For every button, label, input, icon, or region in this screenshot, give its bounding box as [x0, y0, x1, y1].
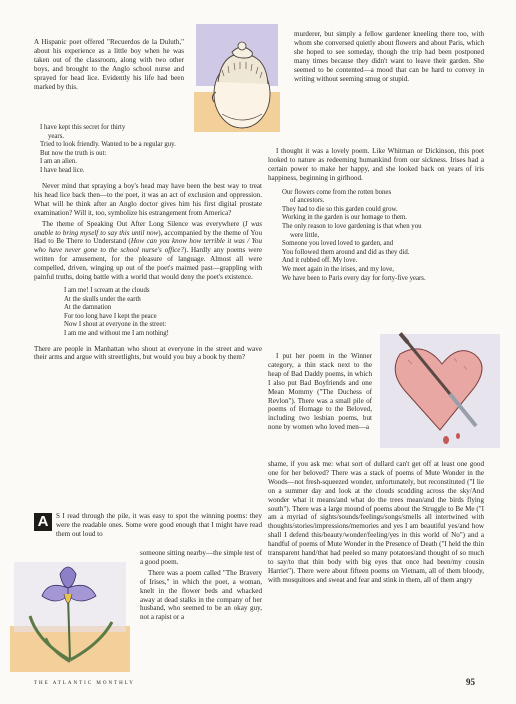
drop-cap: A [34, 513, 52, 531]
poem-line: The only reason to love gardening is that when you [282, 223, 422, 230]
poem-i-am-me [64, 287, 262, 339]
paragraph-1: A Hispanic poet offered "Recuerdos de la Duluth," about his experience as a little boy when he was taken out of the classroom, along with two other boys, and brought to the Anglo school nurse and sprayed for head lice. Evidently his life had been marked by this. [34, 38, 184, 91]
paragraph-col2-1a: murderer, but simply a fellow gardener kneeling there too, with whom she conversed quietly about flowers and about Paris, which she hoped to see someday, though the trip had been postponed many times because they didn't want to leave their garden. She seemed to be contented—a mood that can be hard to convey in writing without seeming smug or stupid. [294, 30, 484, 83]
magazine-title-footer: THE ATLANTIC MONTHLY [34, 681, 135, 686]
poem-line: I am me and without me I am nothing! [64, 329, 169, 337]
poem-line: And it rubbed off. My love. [282, 257, 358, 265]
poem-line: Someone you loved loved to garden, and [282, 240, 394, 248]
poem-line: Tried to look friendly. Wanted to be a regular guy. [40, 141, 176, 149]
column-2-body [268, 147, 484, 289]
poem-line: We meet again in the irises, and my love, [282, 265, 394, 273]
poem-line: You followed them around and did as they did. [282, 248, 410, 256]
paragraph-5a: S I read through the pile, it was easy to spot the winning poems: they were the readable ones. Some were good enough that I might have read them out loud to [56, 512, 262, 538]
poem-irises [282, 189, 484, 284]
poem-line: At the damnation [64, 304, 112, 312]
poem-line: I have kept this secret for thirty [40, 124, 126, 131]
poem-line: Our flowers come from the rotten bones [282, 188, 392, 196]
paragraph-col2-2b: shame, if you ask me: what sort of dullard can't get off at least one good one for her beloved? There was a stack of poems of Mute Wonder in the Woods—not fresh-squeezed wonder, unfortunately, but reconstituted ("I lie on a summer day and look at the clouds scudding across the sky/And wonder what it means/and what do the trees mean/and the birds flying south"). There was a large mound of poems about the Struggle to Be Me ("I am a myriad of sights/sounds/feelings/songs/smells all intertwined with thoughts/stories/impressions/memories and yes I am beautiful yes/and how shall I defend this/beauty/wonder/feeling/yes in this world of No") and a handful of poems of Mute Wonder in the Presence of Death ("I held the thin transparent hand/that had peeled so many potatoes/and thought of so much to say/to that thin body with big eyes that once had been/my cousin Harriet"). There were about fifteen poems on Vietnam, all of them bloody, with mosquitoes and sweat and fear and stink in them, all of them angry [268, 460, 484, 584]
column-1-beside-iris [140, 549, 262, 624]
column-2-beside-heart [268, 352, 372, 434]
column-2-lower [268, 460, 484, 587]
paragraph-5b: someone sitting nearby—the simple test of a good poem. [140, 549, 262, 566]
paragraph-col2-2a: I put her poem in the Winner category, a thin stack next to the heap of Bad Daddy poems, in which I also put Bad Boyfriends and one Mean Mommy ("The Duchess of Revlon"). There was a small pile of poems of Homage to the Beloved, including two lesbian poems, but none by women who loved men—a [268, 352, 372, 432]
head-lice-illustration [192, 22, 282, 134]
poem-line: They had to die so this garden could grow. [282, 205, 398, 213]
poem-head-lice [40, 124, 190, 176]
poem-line: years. [48, 132, 65, 140]
poem-line: At the skulls under the earth [64, 295, 141, 303]
iris-icon [8, 556, 132, 676]
paragraph-6: There was a poem called "The Bravery of Irises," in which the poet, a woman, knelt in the flower beds and whacked away at dead stalks in the company of her husband, who seemed to be an okay guy, not a rapist or a [140, 568, 262, 622]
paragraph-3: The theme of Speaking Out After Long Silence was everywhere (I was unable to bring myself to say this until now), accompanied by the theme of You Had to Be There to Understand (How can you know how terrible it was / You who have never gone to the school nurse's office?). Hardly any poems were written for amusement, for the pleasure of language. Almost all were compelled, driven, winging up out of the poet's maimed past—grappling with painful truths, doing battle with a world that would deny the poet's existence. [34, 219, 262, 282]
column-1-lower [34, 512, 262, 541]
column-1-body [34, 182, 262, 364]
page-number: 95 [466, 677, 475, 687]
heart-dagger-illustration [378, 332, 502, 450]
paragraph-4: There are people in Manhattan who shout at everyone in the street and wave their arms and argue with streetlights, but would you buy a book by them? [34, 344, 262, 362]
paragraph-col2-1b: I thought it was a lovely poem. Like Whitman or Dickinson, this poet looked to nature as redeeming humankind from our sickness. Irises had a certain power to make her happy, and she looked back on years of iris happiness, beginning in girlhood. [268, 147, 484, 182]
poem-line: were little, [290, 231, 320, 239]
poem-line: For too long have I kept the peace [64, 312, 157, 320]
poem-line: But now the truth is out: [40, 149, 107, 157]
column-1 [34, 38, 184, 93]
iris-flower-illustration [8, 556, 132, 676]
poem-line: I am an alien. [40, 158, 77, 166]
column-2-top [294, 30, 484, 85]
child-head-icon [192, 22, 282, 134]
heart-icon [378, 332, 502, 450]
poem-line: We have been to Paris every day for forty-five years. [282, 274, 426, 282]
paragraph-2: Never mind that spraying a boy's head may have been the best way to treat his head lice back then—to the poet, it was an act of exclusion and oppression. What will he think after an Anglo doctor gives him his first digital prostate examination? Will it, too, symbolize his estrangement from America? [34, 182, 262, 217]
poem-line: Working in the garden is our homage to them. [282, 214, 407, 222]
poem-line: of ancestors. [290, 197, 325, 205]
poem-line: I am me! I scream at the clouds [64, 286, 150, 294]
poem-line: Now I shout at everyone in the street: [64, 321, 167, 329]
poem-line: I have head lice. [40, 166, 85, 174]
